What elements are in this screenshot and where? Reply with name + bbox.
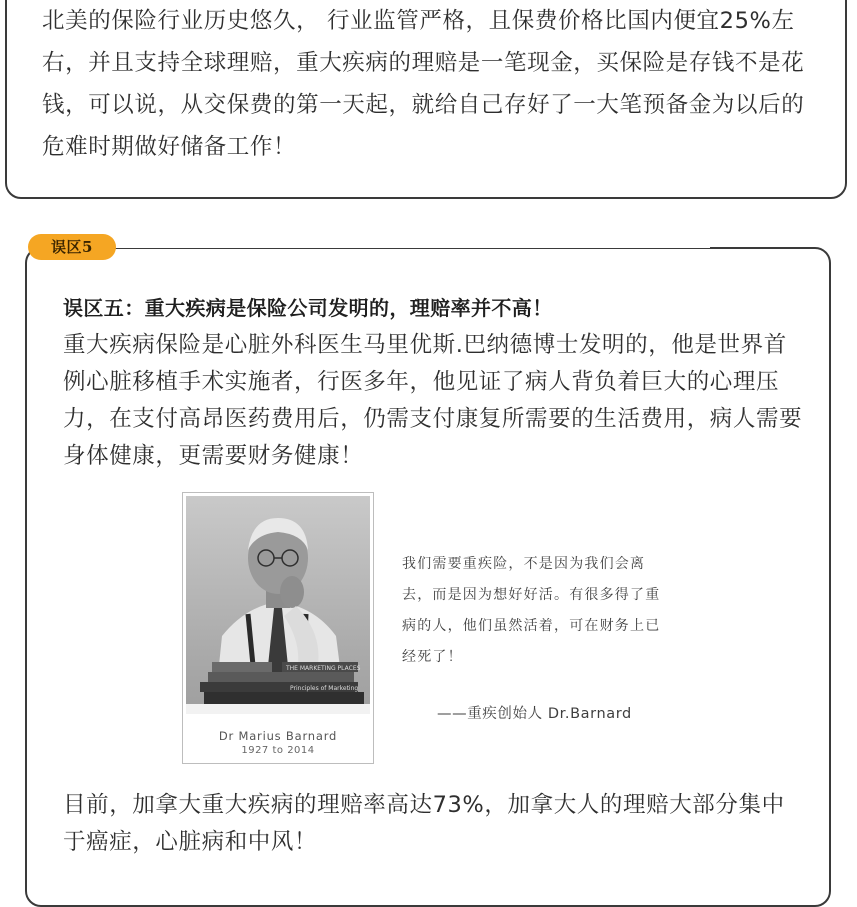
book-title: Principles of Marketing: [290, 685, 359, 692]
section-5-paragraph: 重大疾病保险是心脏外科医生马里优斯.巴纳德博士发明的，他是世界首例心脏移植手术实施者，行医多年，他见证了病人背负着巨大的心理压力，在支付高昂医药费用后，仍需支付康复所需要的生活费用，病人需要身体健康，更需要财务健康！: [63, 332, 803, 469]
portrait-illustration: [186, 496, 370, 714]
photo-caption-name: Dr Marius Barnard: [218, 729, 338, 743]
closing-paragraph: 目前，加拿大重大疾病的理赔率高达73%，加拿大人的理赔大部分集中于癌症，心脏病和中风！: [63, 792, 785, 855]
photo-caption-years: 1927 to 2014: [241, 745, 315, 756]
section-5-badge: 误区5: [28, 234, 116, 260]
section-5-heading: 误区五：重大疾病是保险公司发明的，理赔率并不高！: [63, 296, 553, 320]
barnard-photo: [182, 492, 374, 764]
top-paragraph: 北美的保险行业历史悠久， 行业监管严格，且保费价格比国内便宜25%左右，并且支持全球理赔，重大疾病的理赔是一笔现金，买保险是存钱不是花钱，可以说，从交保费的第一天起，就给自己存好了一大笔预备金为以后的危难时期做好储备工作！: [42, 8, 805, 160]
portrait-image: [186, 496, 370, 714]
barnard-quote: 我们需要重疾险，不是因为我们会离去，而是因为想好好活。有很多得了重病的人，他们虽然活着，可在财务上已经死了！: [402, 556, 661, 665]
quote-attribution: ——重疾创始人 Dr.Barnard: [437, 706, 632, 722]
tab-gap: [110, 246, 710, 248]
book-title: THE MARKETING PLACES: [286, 665, 361, 672]
